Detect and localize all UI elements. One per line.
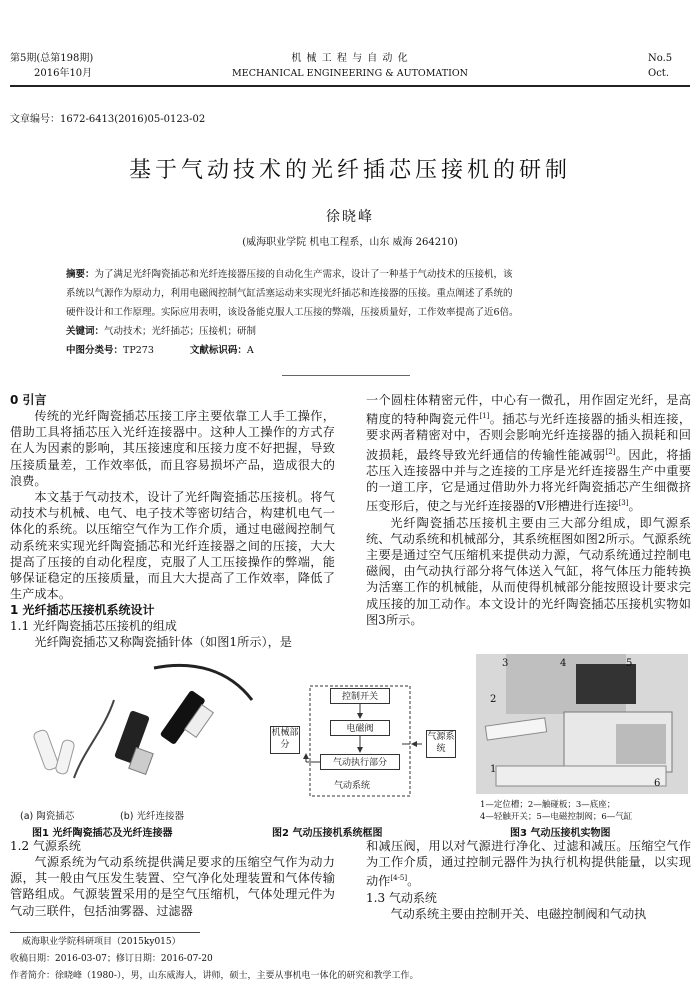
- fig3-legend-1: 1—定位槽；2—触碰板；3—底座；: [480, 800, 616, 810]
- figure-3-photo: [476, 654, 688, 794]
- right-paragraph-2: 光纤陶瓷插芯压接机主要由三大部分组成，即气源系统、气动系统和机械部分，其系统框图如图2所示。气源系统主要是通过空气压缩机来提供动力源，气动系统通过控制电磁阀，由气动执行部分将气体送入气缸，将气体压力能转换为活塞工作的机械能，从而使得机械部分能按照设计要求完成压接的加工动作。本文设计的光纤陶瓷插芯压接机实物如图3所示。: [366, 515, 691, 627]
- subsection-1-2-heading: 1.2 气源系统: [10, 839, 81, 853]
- journal-title-en: MECHANICAL ENGINEERING & AUTOMATION: [232, 68, 468, 79]
- fig2-box-switch: 控制开关: [330, 688, 390, 704]
- issue-number: 第5期(总第198期): [10, 53, 94, 64]
- issue-month: Oct.: [648, 68, 669, 79]
- section-1-3-paragraph: 气动系统主要由控制开关、电磁控制阀和气动执: [390, 906, 647, 921]
- fig3-label-3: 3: [502, 658, 509, 669]
- intro-paragraph-1: 传统的光纤陶瓷插芯压接工序主要依靠工人手工操作，借助工具将插芯压入光纤连接器中。这种人工操作的方式存在人为因素的影响，其压接速度和压接力度不好把握，导致压接质量差，工作效率低，而且容易损坏产品，造成很大的浪费。: [10, 409, 335, 488]
- article-id: 文章编号：1672-6413(2016)05-0123-02: [10, 114, 206, 125]
- fig3-label-2: 2: [490, 694, 497, 705]
- right-p1d: 。: [628, 499, 641, 514]
- fig2-system-label: 气动系统: [334, 781, 371, 791]
- keywords-label: 关键词：: [66, 326, 105, 337]
- citation-2: [2]: [605, 447, 616, 456]
- fig3-legend-2: 4—轻触开关；5—电磁控制阀；6—气缸: [480, 812, 633, 822]
- abstract-rule: [282, 375, 410, 376]
- classification-label: 中图分类号：: [66, 345, 124, 356]
- fig2-box-valve: 电磁阀: [330, 720, 390, 736]
- abstract-line-2: 系统以气源作为原动力，利用电磁阀控制气缸活塞运动来实现光纤插芯和连接器的压接。重点阐述了系统的: [66, 288, 513, 299]
- doc-code-label: 文献标识码：: [189, 345, 247, 356]
- bottom-right-p1b: 。: [407, 874, 420, 889]
- fig3-label-4: 4: [560, 658, 567, 669]
- fig1-subcaption-a: (a) 陶瓷插芯: [20, 811, 75, 822]
- issue-no: No.5: [648, 53, 673, 64]
- left-column: [10, 392, 335, 651]
- classification-value: TP273: [123, 345, 154, 356]
- abstract: [66, 268, 646, 358]
- footnote-rule: [10, 932, 200, 933]
- fig3-label-5: 5: [626, 658, 633, 669]
- subsection-1-3-heading: 1.3 气动系统: [366, 890, 437, 905]
- fig3-label-1: 1: [490, 764, 497, 775]
- subsection-1-1-heading: 1.1 光纤陶瓷插芯压接机的组成: [10, 619, 177, 634]
- right-p1c: 。因此，将插芯压入连接器中并与之连接的工序是光纤连接器生产中重要的一道工序，它是通过借助外力将光纤陶瓷插芯产生细微挤压变形后，使之与光纤连接器的V形槽进行连接: [366, 447, 692, 514]
- paper-title: 基于气动技术的光纤插芯压接机的研制: [128, 158, 571, 183]
- issue-date: 2016年10月: [34, 68, 93, 79]
- citation-1: [1]: [479, 412, 490, 421]
- citation-4-5: [4-5]: [390, 874, 408, 883]
- fig2-box-mechanical: 机械部分: [270, 726, 300, 754]
- footnote-dates: 收稿日期：2016-03-07；修订日期：2016-07-20: [10, 954, 213, 964]
- intro-paragraph-2: 本文基于气动技术，设计了光纤陶瓷插芯压接机。将气动技术与机械、电气、电子技术等密切结合，构建机电气一体化的系统。以压缩空气作为工作介质，通过电磁阀控制气动系统来实现光纤陶瓷插芯和光纤连接器之间的压接，大大提高了压接的自动化程度，克服了人工压接操作的弊端，能够保证稳定的压接质量，而且大大提高了工作效率，降低了生产成本。: [10, 490, 335, 602]
- abstract-label: 摘要：: [66, 269, 95, 280]
- keywords: 气动技术；光纤插芯；压接机；研制: [104, 326, 257, 337]
- fig2-box-air-source: 气源系统: [426, 730, 456, 758]
- figure-2-caption: 图2 气动压接机系统框图: [272, 828, 383, 839]
- citation-3: [3]: [618, 499, 629, 508]
- affiliation: (威海职业学院 机电工程系，山东 威海 264210): [242, 237, 458, 248]
- section-1-1-paragraph: 光纤陶瓷插芯又称陶瓷插针体（如图1所示），是: [34, 635, 292, 650]
- journal-title-cn: 机 械 工 程 与 自 动 化: [291, 53, 409, 64]
- right-column: [366, 392, 691, 628]
- section-1-2-paragraph: 气源系统为气动系统提供满足要求的压缩空气作为动力源，其一般由气压发生装置、空气净化处理装置和气体传输管路组成。气源装置采用的是空气压缩机，气体处理元件为气动三联件，包括油雾器、过滤器: [10, 855, 335, 918]
- figure-2-diagram: [262, 656, 472, 806]
- footnote-bio: 作者简介：徐晓峰（1980-），男，山东威海人，讲师，硕士，主要从事机电一体化的研究和教学工作。: [10, 971, 419, 981]
- doc-code-value: A: [246, 345, 254, 356]
- fig1-subcaption-b: (b) 光纤连接器: [120, 811, 184, 822]
- right-p1b: 。插芯与光纤连接器的插头相连接，要求两者精密对中，否则会影响光纤连接器的插入损耗和回波损耗，最终导致光纤通信的传输性能减弱: [366, 412, 692, 462]
- section-1-heading: 1 光纤插芯压接机系统设计: [10, 603, 155, 618]
- fig2-box-actuator: 气动执行部分: [320, 754, 400, 770]
- author: 徐晓峰: [326, 209, 374, 225]
- abstract-line-3: 硬件设计和工作原理。实际应用表明，该设备能克服人工压接的弊端，压接质量好，工作效率提高了近6倍。: [66, 307, 519, 318]
- figure-3-caption: 图3 气动压接机实物图: [510, 828, 611, 839]
- section-1-2-continued: [366, 838, 691, 890]
- abstract-line-1: 为了满足光纤陶瓷插芯和光纤连接器压接的自动化生产需求，设计了一种基于气动技术的压接机，该: [94, 269, 513, 280]
- bottom-right-p1a: 和减压阀，用以对气源进行净化、过滤和减压。压缩空气作为工作介质，通过控制元器件为执行机构提供能量，以实现动作: [366, 839, 691, 889]
- section-0-heading: 0 引言: [10, 393, 47, 407]
- footnote-fund: 威海职业学院科研项目（2015ky015）: [22, 937, 181, 947]
- bottom-right-column: [366, 838, 691, 922]
- bottom-left-column: [10, 838, 335, 919]
- fig3-label-6: 6: [654, 778, 661, 789]
- right-p1a: 一个圆柱体精密元件，中心有一微孔，用作固定光纤，是高精度的特种陶瓷元件: [366, 393, 691, 427]
- header-rule: [10, 85, 690, 87]
- right-paragraph-1: [366, 392, 691, 515]
- figure-1-caption: 图1 光纤陶瓷插芯及光纤连接器: [32, 828, 173, 839]
- figure-1-image: [14, 660, 254, 795]
